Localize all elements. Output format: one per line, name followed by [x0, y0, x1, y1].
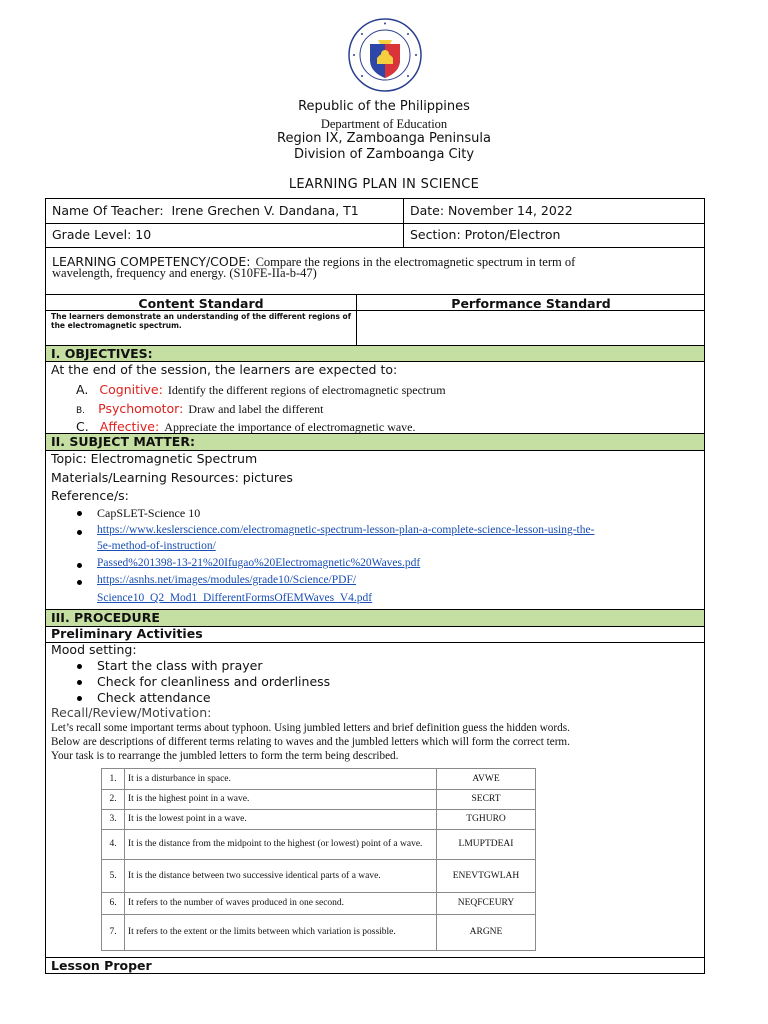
topic-line: Topic: Electromagnetic Spectrum	[51, 451, 258, 466]
row-number: 3.	[102, 810, 125, 830]
teacher-label: Name Of Teacher:	[52, 203, 164, 218]
jumbled-letters: AVWE	[437, 769, 536, 790]
deped-seal-logo	[348, 18, 422, 92]
objective-marker: C.	[76, 419, 89, 434]
materials-line: Materials/Learning Resources: pictures	[51, 470, 293, 485]
competency-label: LEARNING COMPETENCY/CODE:	[52, 254, 251, 269]
bullet-icon	[77, 696, 82, 701]
jumbled-letters: ENEVTGWLAH	[437, 860, 536, 893]
content-standard-header: Content Standard	[138, 296, 264, 311]
jumbled-letters: LMUPTDEAI	[437, 830, 536, 860]
jumbled-letters: TGHURO	[437, 810, 536, 830]
objective-text: Appreciate the importance of electromagnetic wave.	[164, 420, 416, 434]
objective-cognitive	[76, 379, 446, 398]
jumbled-words-table	[101, 768, 536, 951]
recall-paragraph: Your task is to rearrange the jumbled letters to form the term being described.	[51, 750, 399, 762]
bullet-icon	[77, 563, 82, 568]
teacher-name: Irene Grechen V. Dandana, T1	[171, 203, 359, 218]
objective-label: Affective:	[99, 419, 160, 434]
objectives-heading: I. OBJECTIVES:	[51, 346, 153, 361]
mood-item: Check for cleanliness and orderliness	[97, 674, 331, 689]
table-row	[102, 860, 536, 893]
grade-field: Grade Level: 10	[52, 227, 152, 242]
objective-marker: A.	[76, 382, 89, 397]
reference-link[interactable]: Passed%201398-13-21%20Ifugao%20Electromagnetic%20Waves.pdf	[97, 557, 421, 569]
row-number: 4.	[102, 830, 125, 860]
lesson-proper-heading: Lesson Proper	[51, 958, 152, 973]
objectives-intro: At the end of the session, the learners are expected to:	[51, 362, 398, 377]
reference-link[interactable]: https://www.keslerscience.com/electromagnetic-spectrum-lesson-plan-a-complete-science-lesson-using-the-	[97, 524, 595, 536]
bullet-icon	[77, 530, 82, 535]
row-number: 5.	[102, 860, 125, 893]
procedure-heading: III. PROCEDURE	[51, 610, 160, 625]
mood-setting-label: Mood setting:	[51, 642, 137, 657]
bullet-icon	[77, 580, 82, 585]
content-standard-text: The learners demonstrate an understanding of the different regions of	[51, 312, 351, 321]
competency-text-cont: wavelength, frequency and energy. (S10FE-IIa-b-47)	[52, 266, 317, 280]
objective-label: Cognitive:	[99, 382, 163, 397]
reference-link[interactable]: Science10_Q2_Mod1_DifferentFormsOfEMWaves_V4.pdf	[97, 592, 373, 604]
recall-paragraph: Below are descriptions of different terms relating to waves and the jumbled letters which will form the correct term.	[51, 736, 570, 748]
bullet-icon	[77, 664, 82, 669]
objective-psychomotor	[76, 398, 323, 417]
objective-affective	[76, 416, 416, 435]
objective-text: Identify the different regions of electromagnetic spectrum	[167, 383, 446, 397]
row-number: 7.	[102, 915, 125, 951]
reference-label: Reference/s:	[51, 488, 129, 503]
header-republic: Republic of the Philippines	[298, 99, 470, 114]
term-definition: It is the distance between two successive identical parts of a wave.	[125, 860, 437, 893]
table-row	[102, 915, 536, 951]
header-division: Division of Zamboanga City	[293, 147, 475, 162]
row-number: 6.	[102, 893, 125, 915]
objective-label: Psychomotor:	[98, 401, 184, 416]
bullet-icon	[77, 680, 82, 685]
row-number: 2.	[102, 790, 125, 810]
performance-standard-header: Performance Standard	[451, 296, 611, 311]
term-definition: It refers to the number of waves produced in one second.	[125, 893, 437, 915]
mood-item: Check attendance	[97, 690, 211, 705]
recall-paragraph: Let’s recall some important terms about typhoon. Using jumbled letters and brief definition guess the hidden words.	[51, 722, 570, 734]
objective-marker: B.	[76, 406, 86, 416]
recall-label: Recall/Review/Motivation:	[51, 705, 212, 720]
jumbled-letters: SECRT	[437, 790, 536, 810]
term-definition: It is the highest point in a wave.	[125, 790, 437, 810]
document-title: LEARNING PLAN IN SCIENCE	[288, 177, 480, 192]
reference-link[interactable]: 5e-method-of-instruction/	[97, 540, 216, 552]
subject-matter-heading: II. SUBJECT MATTER:	[51, 434, 195, 449]
term-definition: It is the lowest point in a wave.	[125, 810, 437, 830]
content-standard-text-cont: the electromagnetic spectrum.	[51, 321, 182, 330]
header-department: Department of Education	[320, 117, 448, 131]
jumbled-letters: NEQFCEURY	[437, 893, 536, 915]
mood-item: Start the class with prayer	[97, 658, 263, 673]
section-field: Section: Proton/Electron	[410, 227, 561, 242]
jumbled-letters: ARGNE	[437, 915, 536, 951]
learning-plan-table	[45, 198, 705, 974]
competency-text: Compare the regions in the electromagnetic spectrum in term of	[255, 255, 576, 269]
row-number: 1.	[102, 769, 125, 790]
table-row	[102, 790, 536, 810]
term-definition: It refers to the extent or the limits between which variation is possible.	[125, 915, 437, 951]
table-row	[102, 810, 536, 830]
reference-link[interactable]: https://asnhs.net/images/modules/grade10/Science/PDF/	[97, 574, 357, 586]
table-row	[102, 893, 536, 915]
term-definition: It is a disturbance in space.	[125, 769, 437, 790]
teacher-field	[52, 203, 359, 218]
reference-item: CapSLET-Science 10	[97, 506, 201, 520]
preliminary-heading: Preliminary Activities	[51, 626, 203, 641]
table-row	[102, 769, 536, 790]
header-region: Region IX, Zamboanga Peninsula	[277, 131, 491, 146]
term-definition: It is the distance from the midpoint to the highest (or lowest) point of a wave.	[125, 830, 437, 860]
bullet-icon	[77, 511, 82, 516]
date-field: Date: November 14, 2022	[410, 203, 573, 218]
objective-text: Draw and label the different	[188, 402, 324, 416]
table-row	[102, 830, 536, 860]
